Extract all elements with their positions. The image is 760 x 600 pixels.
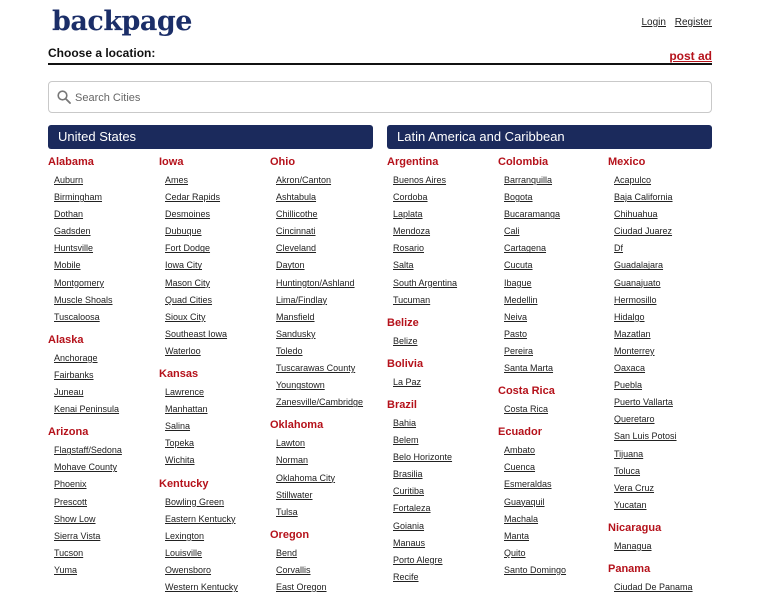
city-link-hidalgo[interactable]: Hidalgo [614, 311, 645, 322]
city-link-laplata[interactable]: Laplata [393, 209, 423, 220]
city-link-dubuque[interactable]: Dubuque [165, 226, 202, 237]
city-link-auburn[interactable]: Auburn [54, 175, 84, 185]
state-heading-panama[interactable]: Panama [608, 562, 651, 575]
city-link-quito[interactable]: Quito [504, 547, 526, 558]
city-link-norman[interactable]: Norman [276, 455, 309, 466]
city-link-quad-cities[interactable]: Quad Cities [165, 294, 213, 305]
city-link-queretaro[interactable]: Queretaro [614, 414, 655, 425]
city-link-porto-alegre[interactable]: Porto Alegre [393, 554, 443, 565]
state-heading-colombia[interactable]: Colombia [498, 156, 549, 168]
city-link-flagstaff-sedona[interactable]: Flagstaff/Sedona [54, 445, 122, 456]
city-link-santa-marta[interactable]: Santa Marta [504, 363, 554, 374]
city-link-belem[interactable]: Belem [393, 435, 419, 446]
city-link-hermosillo[interactable]: Hermosillo [614, 294, 657, 305]
city-link-salta[interactable]: Salta [393, 260, 414, 271]
city-link-lima-findlay[interactable]: Lima/Findlay [276, 294, 328, 305]
city-link-tuscarawas-county[interactable]: Tuscarawas County [276, 363, 356, 374]
city-link-machala[interactable]: Machala [504, 513, 539, 524]
city-link-cordoba[interactable]: Cordoba [393, 192, 428, 203]
city-link-esmeraldas[interactable]: Esmeraldas [504, 479, 552, 490]
city-link-stillwater[interactable]: Stillwater [276, 489, 313, 500]
search-cities-input[interactable] [73, 85, 697, 111]
city-link-huntington-ashland[interactable]: Huntington/Ashland [276, 277, 355, 288]
city-link-santo-domingo[interactable]: Santo Domingo [504, 564, 567, 575]
city-link-wichita[interactable]: Wichita [165, 455, 195, 466]
region-header-latin-america: Latin America and Caribbean [387, 125, 712, 149]
city-link-akron-canton[interactable]: Akron/Canton [276, 175, 332, 185]
city-link-pereira[interactable]: Pereira [504, 345, 534, 356]
city-link-medellin[interactable]: Medellin [504, 294, 538, 305]
city-link-birmingham[interactable]: Birmingham [54, 192, 103, 203]
city-link-guanajuato[interactable]: Guanajuato [614, 277, 661, 288]
city-link-san-luis-potosi[interactable]: San Luis Potosi [614, 431, 677, 442]
city-link-mohave-county[interactable]: Mohave County [54, 462, 118, 473]
city-link-muscle-shoals[interactable]: Muscle Shoals [54, 294, 113, 305]
city-link-huntsville[interactable]: Huntsville [54, 243, 94, 254]
city-link-prescott[interactable]: Prescott [54, 496, 88, 507]
city-link-chillicothe[interactable]: Chillicothe [276, 209, 318, 220]
state-heading-alaska[interactable]: Alaska [48, 333, 84, 346]
city-link-ibague[interactable]: Ibague [504, 277, 532, 288]
latam-column-1 [387, 155, 492, 586]
region-header-united-states: United States [48, 125, 373, 149]
city-link-manaus[interactable]: Manaus [393, 537, 426, 548]
city-link-fort-dodge[interactable]: Fort Dodge [165, 243, 211, 254]
city-link-recife[interactable]: Recife [393, 571, 419, 582]
city-link-manhattan[interactable]: Manhattan [165, 404, 208, 415]
city-link-tijuana[interactable]: Tijuana [614, 448, 644, 459]
city-link-monterrey[interactable]: Monterrey [614, 345, 655, 356]
city-link-oaxaca[interactable]: Oaxaca [614, 363, 646, 374]
city-link-acapulco[interactable]: Acapulco [614, 175, 652, 185]
city-link-guadalajara[interactable]: Guadalajara [614, 260, 664, 271]
search-icon [57, 90, 71, 104]
city-link-tucson[interactable]: Tucson [54, 547, 84, 558]
city-link-managua[interactable]: Managua [614, 540, 652, 551]
city-link-iowa-city[interactable]: Iowa City [165, 260, 203, 271]
city-link-toledo[interactable]: Toledo [276, 345, 303, 356]
city-link-bogota[interactable]: Bogota [504, 192, 533, 203]
city-link-south-argentina[interactable]: South Argentina [393, 277, 458, 288]
register-link[interactable]: Register [674, 17, 712, 28]
city-link-phoenix[interactable]: Phoenix [54, 479, 87, 490]
city-link-lawton[interactable]: Lawton [276, 438, 306, 449]
city-link-east-oregon[interactable]: East Oregon [276, 581, 327, 592]
city-link-oklahoma-city[interactable]: Oklahoma City [276, 472, 336, 483]
city-link-costa-rica[interactable]: Costa Rica [504, 404, 549, 415]
city-link-mobile[interactable]: Mobile [54, 260, 81, 271]
city-link-juneau[interactable]: Juneau [54, 387, 84, 398]
city-link-waterloo[interactable]: Waterloo [165, 345, 201, 356]
state-heading-oregon[interactable]: Oregon [270, 528, 310, 541]
backpage-logo[interactable]: backpage [52, 6, 192, 37]
city-link-cartagena[interactable]: Cartagena [504, 243, 547, 254]
city-link-cali[interactable]: Cali [504, 226, 520, 237]
city-link-la-paz[interactable]: La Paz [393, 376, 422, 387]
city-link-mendoza[interactable]: Mendoza [393, 226, 431, 237]
city-link-ames[interactable]: Ames [165, 175, 189, 185]
city-link-louisville[interactable]: Louisville [165, 547, 203, 558]
city-link-kenai-peninsula[interactable]: Kenai Peninsula [54, 404, 120, 415]
city-link-cleveland[interactable]: Cleveland [276, 243, 317, 254]
city-link-yucatan[interactable]: Yucatan [614, 499, 647, 510]
city-link-cuenca[interactable]: Cuenca [504, 462, 536, 473]
city-link-mazatlan[interactable]: Mazatlan [614, 328, 651, 339]
city-link-ciudad-juarez[interactable]: Ciudad Juarez [614, 226, 673, 237]
state-heading-kansas[interactable]: Kansas [159, 368, 199, 381]
city-link-western-kentucky[interactable]: Western Kentucky [165, 581, 238, 592]
state-heading-costa-rica[interactable]: Costa Rica [498, 385, 555, 398]
state-heading-belize[interactable]: Belize [387, 316, 419, 329]
auth-links [636, 17, 713, 28]
city-link-sioux-city[interactable]: Sioux City [165, 311, 206, 322]
city-link-show-low[interactable]: Show Low [54, 513, 96, 524]
city-link-topeka[interactable]: Topeka [165, 438, 195, 449]
city-link-brasilia[interactable]: Brasilia [393, 469, 423, 480]
state-heading-nicaragua[interactable]: Nicaragua [608, 521, 662, 534]
city-link-puerto-vallarta[interactable]: Puerto Vallarta [614, 397, 673, 408]
state-heading-brazil[interactable]: Brazil [387, 398, 417, 411]
city-link-mason-city[interactable]: Mason City [165, 277, 211, 288]
search-box[interactable] [48, 81, 712, 113]
city-link-bend[interactable]: Bend [276, 547, 298, 558]
city-link-bucaramanga[interactable]: Bucaramanga [504, 209, 561, 220]
city-link-lawrence[interactable]: Lawrence [165, 387, 205, 398]
login-link[interactable]: Login [641, 17, 666, 28]
state-heading-ecuador[interactable]: Ecuador [498, 426, 543, 439]
city-link-goiania[interactable]: Goiania [393, 520, 425, 531]
city-link-pasto[interactable]: Pasto [504, 328, 528, 339]
city-link-chihuahua[interactable]: Chihuahua [614, 209, 658, 220]
post-ad-link[interactable]: post ad [669, 49, 712, 63]
state-heading-argentina[interactable]: Argentina [387, 156, 439, 168]
city-link-owensboro[interactable]: Owensboro [165, 564, 212, 575]
city-link-dothan[interactable]: Dothan [54, 209, 84, 220]
city-link-manta[interactable]: Manta [504, 530, 530, 541]
city-link-cucuta[interactable]: Cucuta [504, 260, 533, 271]
city-link-fairbanks[interactable]: Fairbanks [54, 369, 94, 380]
city-link-rosario[interactable]: Rosario [393, 243, 425, 254]
city-link-gadsden[interactable]: Gadsden [54, 226, 91, 237]
city-link-tuscaloosa[interactable]: Tuscaloosa [54, 311, 100, 322]
state-heading-ohio[interactable]: Ohio [270, 156, 296, 168]
city-link-toluca[interactable]: Toluca [614, 465, 641, 476]
city-link-cedar-rapids[interactable]: Cedar Rapids [165, 192, 221, 203]
city-link-youngstown[interactable]: Youngstown [276, 380, 325, 391]
city-link-montgomery[interactable]: Montgomery [54, 277, 105, 288]
city-link-tulsa[interactable]: Tulsa [276, 506, 298, 517]
city-link-southeast-iowa[interactable]: Southeast Iowa [165, 328, 228, 339]
city-link-vera-cruz[interactable]: Vera Cruz [614, 482, 655, 493]
city-link-fortaleza[interactable]: Fortaleza [393, 503, 431, 514]
us-column-1 [48, 155, 153, 579]
city-link-yuma[interactable]: Yuma [54, 564, 78, 575]
city-link-anchorage[interactable]: Anchorage [54, 352, 98, 363]
latam-column-3 [608, 155, 713, 596]
city-link-puebla[interactable]: Puebla [614, 380, 643, 391]
city-link-zanesville-cambridge[interactable]: Zanesville/Cambridge [276, 397, 364, 408]
latam-column-2 [498, 155, 603, 579]
city-link-sandusky[interactable]: Sandusky [276, 328, 316, 339]
city-link-salina[interactable]: Salina [165, 421, 191, 432]
state-heading-arizona[interactable]: Arizona [48, 426, 89, 439]
header-divider [48, 63, 712, 65]
city-link-df[interactable]: Df [614, 243, 623, 254]
state-heading-alabama[interactable]: Alabama [48, 156, 94, 168]
city-link-buenos-aires[interactable]: Buenos Aires [393, 175, 447, 185]
state-heading-oklahoma[interactable]: Oklahoma [270, 419, 324, 432]
city-link-belo-horizonte[interactable]: Belo Horizonte [393, 452, 453, 463]
state-heading-kentucky[interactable]: Kentucky [159, 477, 209, 490]
choose-location-heading: Choose a location: [48, 46, 156, 60]
city-link-lexington[interactable]: Lexington [165, 530, 205, 541]
us-column-2 [159, 155, 264, 596]
city-link-belize[interactable]: Belize [393, 335, 418, 346]
city-link-desmoines[interactable]: Desmoines [165, 209, 211, 220]
city-link-mansfield[interactable]: Mansfield [276, 311, 315, 322]
city-link-dayton[interactable]: Dayton [276, 260, 305, 271]
city-link-neiva[interactable]: Neiva [504, 311, 528, 322]
city-link-eastern-kentucky[interactable]: Eastern Kentucky [165, 513, 236, 524]
city-link-cincinnati[interactable]: Cincinnati [276, 226, 316, 237]
city-link-bahia[interactable]: Bahia [393, 417, 417, 428]
city-link-barranquilla[interactable]: Barranquilla [504, 175, 553, 185]
state-heading-bolivia[interactable]: Bolivia [387, 357, 424, 370]
city-link-guayaquil[interactable]: Guayaquil [504, 496, 545, 507]
city-link-ashtabula[interactable]: Ashtabula [276, 192, 317, 203]
city-link-curitiba[interactable]: Curitiba [393, 486, 425, 497]
city-link-ambato[interactable]: Ambato [504, 445, 536, 456]
city-link-sierra-vista[interactable]: Sierra Vista [54, 530, 101, 541]
state-heading-iowa[interactable]: Iowa [159, 156, 184, 168]
city-link-bowling-green[interactable]: Bowling Green [165, 496, 225, 507]
city-link-ciudad-de-panama[interactable]: Ciudad De Panama [614, 581, 693, 592]
us-column-3 [270, 155, 375, 596]
state-heading-mexico[interactable]: Mexico [608, 156, 646, 168]
city-link-baja-california[interactable]: Baja California [614, 192, 673, 203]
city-link-corvallis[interactable]: Corvallis [276, 564, 311, 575]
city-link-tucuman[interactable]: Tucuman [393, 294, 431, 305]
